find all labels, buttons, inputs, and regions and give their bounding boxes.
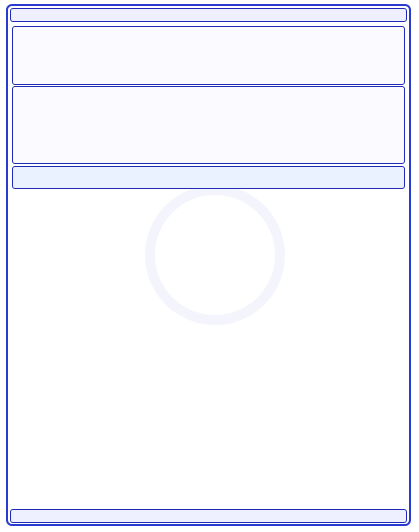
answer-options: [17, 144, 400, 153]
page-footer: [10, 509, 407, 523]
answer-options: [17, 135, 400, 144]
questions-content: [12, 25, 405, 189]
reading-passage: [12, 166, 405, 189]
question: [17, 47, 400, 56]
answer-options: [17, 56, 400, 65]
poem-section-mazni: [12, 86, 405, 164]
answer-options: [17, 153, 400, 162]
question: [17, 116, 400, 125]
page-header: [10, 8, 407, 22]
answer-options: [17, 126, 400, 135]
vocab-note: [17, 107, 400, 116]
poem-section-naji: [12, 26, 405, 85]
answer-options: [17, 74, 400, 83]
answer-options: [17, 65, 400, 74]
